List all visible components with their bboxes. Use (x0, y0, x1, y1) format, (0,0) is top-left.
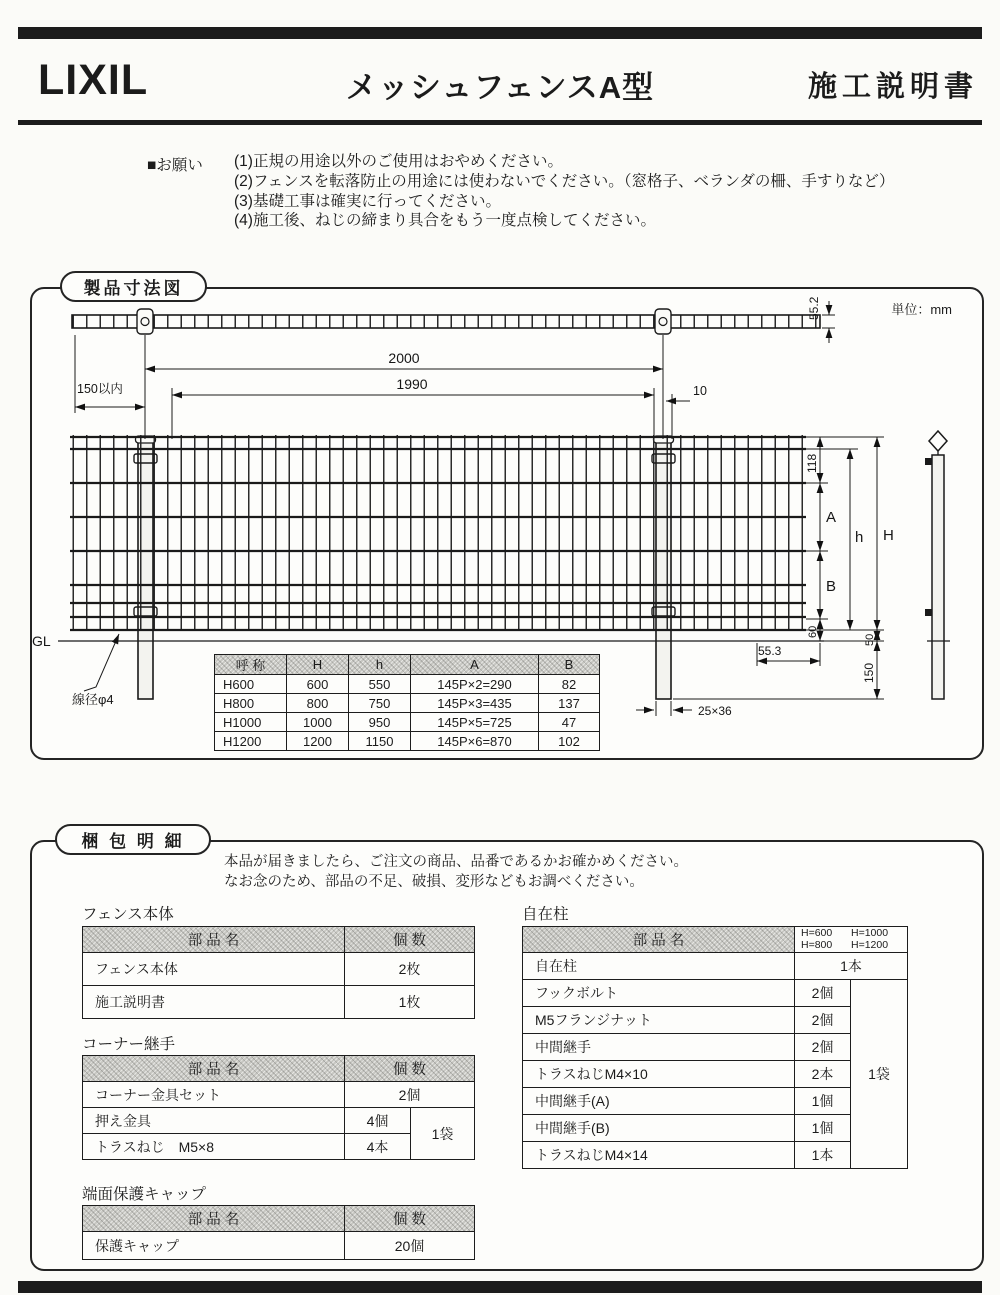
qty-cell: 1個 (795, 1115, 851, 1142)
mesh-panel (72, 435, 804, 631)
free-post-table (522, 926, 908, 1169)
part-cell: 中間継手(B) (523, 1115, 795, 1142)
part-cell: フックボルト (523, 980, 795, 1007)
notice-item: (1)正規の用途以外のご使用はおやめください。 (234, 153, 563, 170)
cell: 145P×6=870 (411, 732, 539, 751)
packing-intro (224, 853, 688, 892)
size-col-A: A (411, 655, 539, 675)
notice-item: (4)施工後、ねじの締まり具合をもう一度点検してください。 (234, 212, 656, 230)
cell: 1000 (287, 713, 349, 732)
corner-joint-label: コーナー継手 (82, 1036, 176, 1053)
cell: 800 (287, 694, 349, 713)
qty-cell: 2個 (795, 980, 851, 1007)
notice-list (234, 152, 979, 231)
qty-cell: 2枚 (345, 953, 475, 986)
notice-label-text: お願い (156, 157, 203, 174)
height-variant: H=1000 (851, 927, 889, 939)
table-row (83, 953, 475, 986)
notice-item: (3)基礎工事は確実に行ってください。 (234, 192, 501, 210)
table-row (83, 1082, 475, 1108)
height-variants (795, 927, 907, 952)
cell: 750 (349, 694, 411, 713)
table-row (523, 1034, 908, 1061)
part-cell: フェンス本体 (83, 953, 345, 986)
table-row (83, 1232, 475, 1260)
part-cell: トラスねじ M5×8 (83, 1134, 345, 1160)
col-part-name: 部 品 名 (83, 1206, 345, 1232)
size-table-header-row (215, 655, 600, 675)
dim-top-width (807, 296, 835, 343)
free-post-label: 自在柱 (522, 906, 569, 923)
qty-cell: 1本 (795, 953, 908, 980)
size-table-row (215, 713, 600, 732)
bag-cell: 1袋 (411, 1108, 475, 1160)
side-view (925, 431, 950, 699)
part-cell: 中間継手 (523, 1034, 795, 1061)
dim-label-55-2: 55.2 (807, 296, 821, 320)
section-title-packing: 梱 包 明 細 (55, 824, 211, 855)
cell: H800 (215, 694, 287, 713)
section-title-dimensions: 製品寸法図 (60, 271, 207, 302)
dim-label-H: H (883, 527, 894, 544)
table-row (83, 986, 475, 1019)
dim-label-2000: 2000 (388, 350, 420, 366)
qty-cell: 4個 (345, 1108, 411, 1134)
ground-label: GL (32, 633, 51, 649)
qty-cell: 1枚 (345, 986, 475, 1019)
cell: H600 (215, 675, 287, 694)
table-row (523, 1088, 908, 1115)
part-cell: 施工説明書 (83, 986, 345, 1019)
table-row (523, 980, 908, 1007)
dim-label-25x36: 25×36 (698, 704, 732, 718)
height-variant: H=1200 (851, 938, 889, 951)
col-part-name: 部 品 名 (83, 1056, 345, 1082)
bag-cell: 1袋 (851, 980, 908, 1169)
size-table-row (215, 694, 600, 713)
brand-logo: LIXIL (38, 56, 149, 104)
cell: 82 (539, 675, 600, 694)
wire-dia-label: 線径φ4 (72, 692, 114, 707)
table-row (523, 1142, 908, 1169)
header-row (83, 1206, 475, 1232)
qty-cell: 1本 (795, 1142, 851, 1169)
dim-label-1990: 1990 (396, 376, 428, 392)
dim-label-10: 10 (693, 384, 707, 398)
size-col-B: B (539, 655, 600, 675)
cell: 102 (539, 732, 600, 751)
part-cell: コーナー金具セット (83, 1082, 345, 1108)
notice-label (147, 153, 203, 175)
dim-label-60: 60 (807, 625, 819, 638)
size-table-row (215, 675, 600, 694)
end-cap-label: 端面保護キャップ (82, 1186, 207, 1203)
packing-intro-line: なお念のため、部品の不足、破損、変形などもお調べください。 (224, 873, 644, 890)
header-row (523, 927, 908, 953)
table-row (523, 953, 908, 980)
col-quantity: 個 数 (345, 927, 475, 953)
header-row (83, 927, 475, 953)
size-col-H: H (287, 655, 349, 675)
dim-label-h: h (855, 529, 864, 546)
col-quantity: 個 数 (345, 1056, 475, 1082)
table-row (523, 1007, 908, 1034)
cell: 1150 (349, 732, 411, 751)
dim-label-A: A (826, 509, 837, 526)
dim-label-B: B (826, 578, 837, 595)
dim-label-150max: 150以内 (77, 382, 123, 396)
cell: H1200 (215, 732, 287, 751)
part-cell: M5フランジナット (523, 1007, 795, 1034)
table-row (523, 1115, 908, 1142)
size-col-h: h (349, 655, 411, 675)
notice-bullet-icon: ■ (147, 157, 157, 174)
size-table-row (215, 732, 600, 751)
end-cap-table (82, 1205, 475, 1260)
dim-label-55-3: 55.3 (758, 644, 782, 658)
plan-view (72, 309, 820, 334)
cell: 1200 (287, 732, 349, 751)
part-cell: 中間継手(A) (523, 1088, 795, 1115)
header-row (83, 1056, 475, 1082)
part-cell: トラスねじM4×10 (523, 1061, 795, 1088)
packing-section (30, 840, 984, 1271)
size-col-name: 呼 称 (215, 655, 287, 675)
part-cell: トラスねじM4×14 (523, 1142, 795, 1169)
col-quantity: 個 数 (345, 1206, 475, 1232)
product-title: メッシュフェンスA型 (345, 70, 655, 105)
part-cell: 押え金具 (83, 1108, 345, 1134)
qty-cell: 20個 (345, 1232, 475, 1260)
cell: 137 (539, 694, 600, 713)
table-row (83, 1108, 475, 1134)
cell: 145P×5=725 (411, 713, 539, 732)
qty-cell: 2個 (345, 1082, 475, 1108)
top-rule-bar (18, 27, 982, 39)
cell: 950 (349, 713, 411, 732)
packing-intro-line: 本品が届きましたら、ご注文の商品、品番であるかお確かめください。 (224, 854, 688, 870)
cell: 47 (539, 713, 600, 732)
height-variant: H=600 (801, 927, 833, 939)
size-table (214, 654, 600, 751)
qty-cell: 1個 (795, 1088, 851, 1115)
cell: 550 (349, 675, 411, 694)
unit-label: 単位：mm (891, 302, 952, 317)
col-part-name: 部 品 名 (523, 927, 795, 953)
cell: H1000 (215, 713, 287, 732)
col-part-name: 部 品 名 (83, 927, 345, 953)
wire-dia-callout (72, 634, 119, 707)
height-variant: H=800 (801, 938, 833, 951)
qty-cell: 2個 (795, 1007, 851, 1034)
dimensions-section (30, 287, 984, 760)
bottom-rule-bar (18, 1281, 982, 1293)
header-rule (18, 120, 982, 125)
dim-label-50: 50 (864, 633, 876, 646)
col-heights (795, 927, 908, 953)
part-cell: 自在柱 (523, 953, 795, 980)
document-type-title: 施工説明書 (807, 71, 978, 103)
part-cell: 保護キャップ (83, 1232, 345, 1260)
corner-joint-table (82, 1055, 475, 1160)
table-row (523, 1061, 908, 1088)
dim-span-group (75, 335, 707, 439)
notice-item: (2)フェンスを転落防止の用途には使わないでください。（窓格子、ベランダの柵、手すりなど） (234, 172, 895, 190)
qty-cell: 2個 (795, 1034, 851, 1061)
fence-body-table (82, 926, 475, 1019)
cell: 145P×3=435 (411, 694, 539, 713)
dim-label-118: 118 (805, 453, 819, 473)
qty-cell: 2本 (795, 1061, 851, 1088)
dim-label-150: 150 (862, 662, 876, 683)
qty-cell: 4本 (345, 1134, 411, 1160)
fence-body-label: フェンス本体 (82, 906, 174, 923)
cell: 145P×2=290 (411, 675, 539, 694)
cell: 600 (287, 675, 349, 694)
